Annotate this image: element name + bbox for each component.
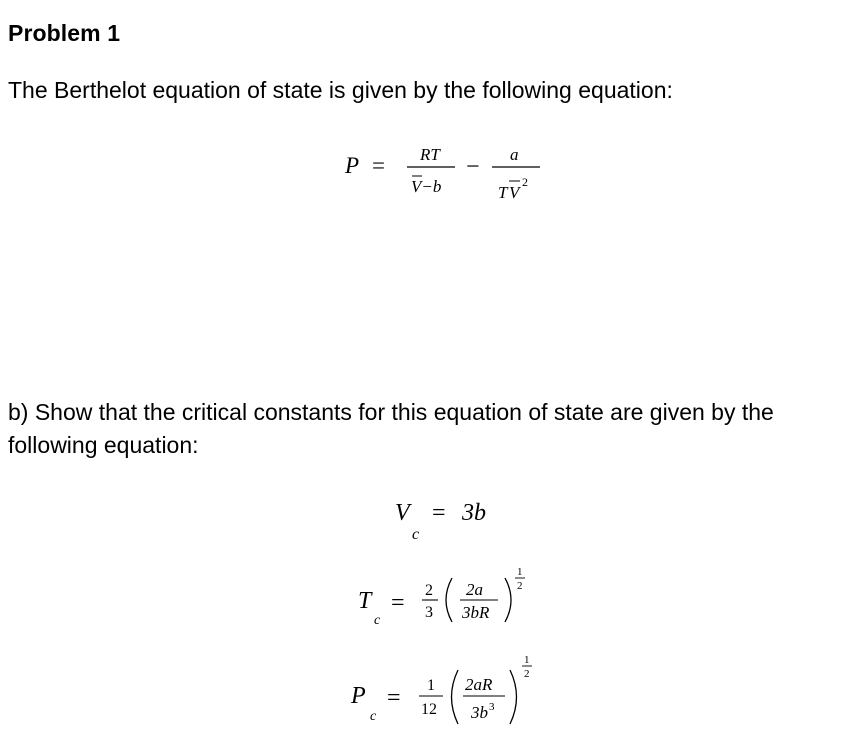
tc-coef-denominator: 3 bbox=[425, 604, 433, 621]
part-b-line-1: b) Show that the critical constants for this equation of state are given by the bbox=[8, 399, 774, 425]
pc-coef-denominator: 12 bbox=[421, 701, 437, 718]
vc-equation bbox=[395, 500, 486, 543]
eq1-term2-den-T: T bbox=[498, 183, 508, 202]
eq1-term2-den-V: V bbox=[509, 183, 520, 202]
eq1-equals: = bbox=[372, 153, 385, 178]
tc-exp-numerator: 1 bbox=[517, 566, 523, 578]
vc-rhs: 3b bbox=[462, 500, 486, 526]
pc-right-paren bbox=[510, 670, 517, 724]
pc-left-paren bbox=[452, 670, 459, 724]
tc-coef-numerator: 2 bbox=[425, 582, 433, 599]
part-b-line-2: following equation: bbox=[8, 432, 199, 458]
tc-inner-denominator: 3bR bbox=[462, 603, 490, 622]
tc-inner-numerator: 2a bbox=[466, 580, 483, 599]
pc-equation bbox=[350, 654, 532, 724]
tc-exp-denominator: 2 bbox=[517, 580, 523, 592]
tc-equation bbox=[358, 566, 525, 628]
vc-subscript: c bbox=[412, 526, 420, 543]
vc-equals: = bbox=[432, 500, 446, 526]
eq1-term2-exponent: 2 bbox=[522, 175, 528, 189]
pc-exp-denominator: 2 bbox=[524, 668, 530, 680]
intro-text: The Berthelot equation of state is given by the following equation: bbox=[8, 77, 673, 103]
pc-equals: = bbox=[387, 685, 401, 711]
pc-subscript: c bbox=[370, 709, 377, 724]
vc-symbol: V bbox=[395, 500, 410, 526]
tc-subscript: c bbox=[374, 613, 381, 628]
eq1-term1-denominator: V−b bbox=[411, 177, 442, 196]
eq1-lhs: P bbox=[345, 153, 360, 178]
tc-right-paren bbox=[505, 578, 511, 622]
tc-equals: = bbox=[391, 590, 405, 616]
eq1-term1-numerator: RT bbox=[420, 145, 440, 164]
pc-exp-numerator: 1 bbox=[524, 654, 530, 666]
problem-title: Problem 1 bbox=[8, 20, 121, 46]
pc-inner-den-exponent: 3 bbox=[489, 701, 495, 713]
pc-inner-den-base: 3b bbox=[471, 703, 488, 722]
pc-coef-numerator: 1 bbox=[427, 677, 435, 694]
eq1-minus: − bbox=[466, 154, 480, 180]
pc-symbol: P bbox=[351, 683, 366, 709]
eq1-term2-numerator: a bbox=[510, 145, 519, 164]
pc-inner-numerator: 2aR bbox=[465, 675, 493, 694]
tc-left-paren bbox=[446, 578, 452, 622]
tc-symbol: T bbox=[358, 588, 372, 614]
